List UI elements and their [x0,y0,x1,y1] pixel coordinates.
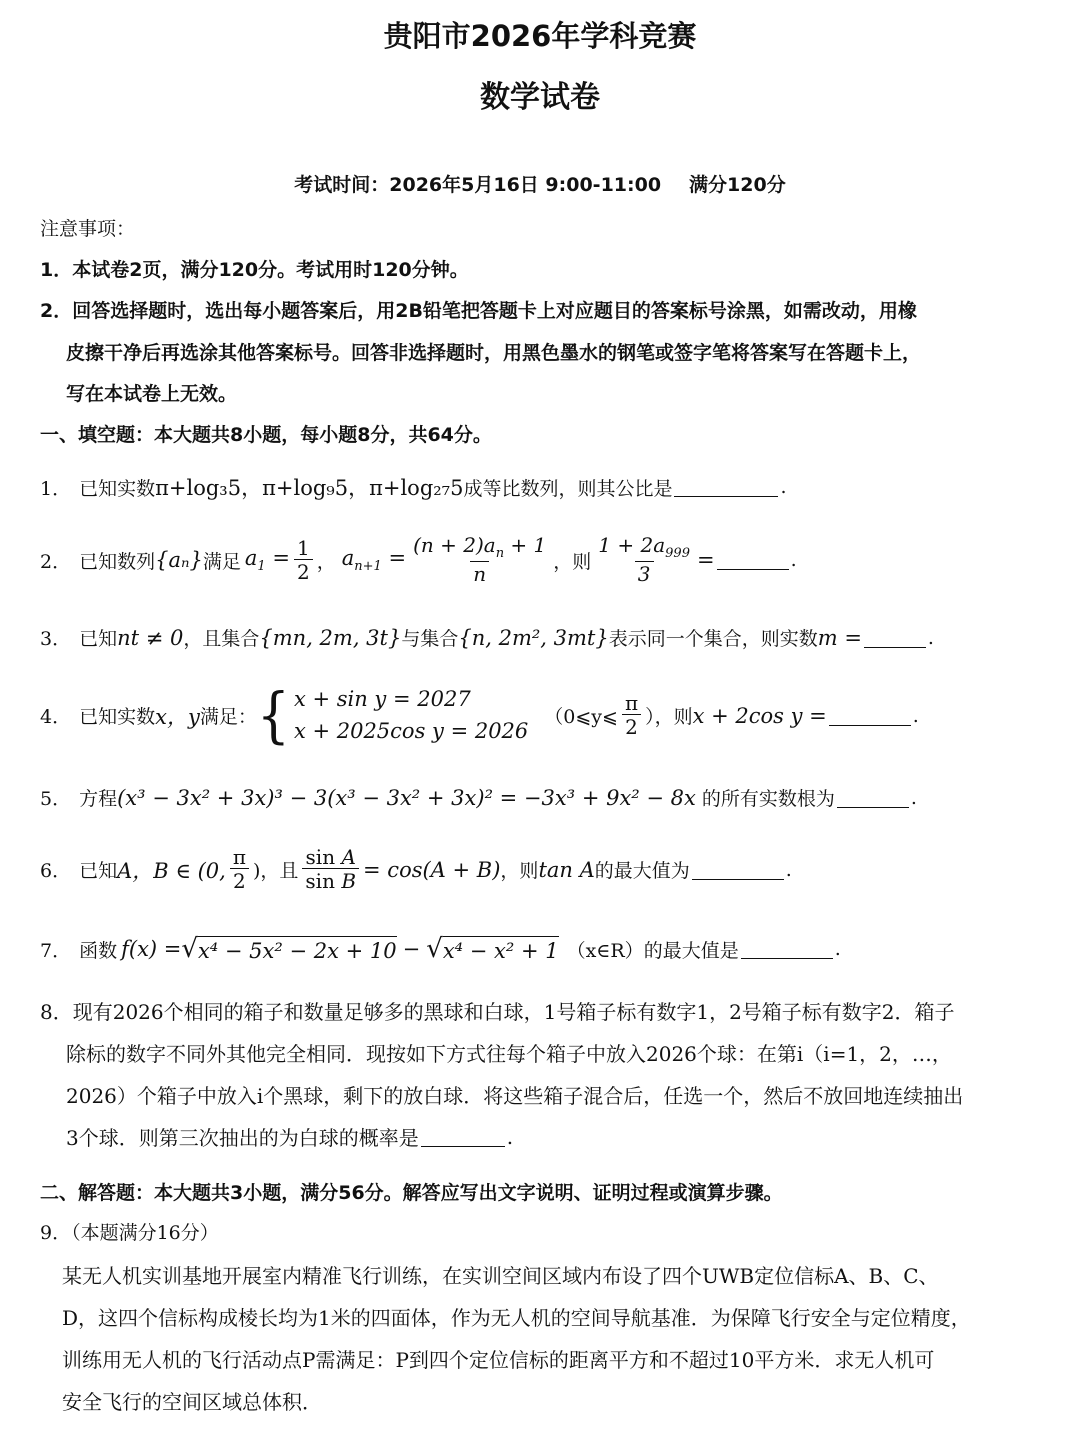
question-end: . [790,549,797,572]
answer-blank [717,550,789,570]
question-text: 已知实数 [79,706,156,728]
math-expression: π+log₃5，π+log₉5，π+log₂₇5 [155,476,464,500]
answer-blank [692,860,784,880]
question-end: . [927,626,934,649]
question-9-line-3: 训练用无人机的飞行活动点P需满足：P到四个定位信标的距离平方和不超过10平方米．求无人机可 [62,1348,935,1372]
minus-sign: − [402,937,421,961]
math-variable-m: m = [817,625,862,650]
question-9-line-4: 安全飞行的空间区域总体积． [62,1390,322,1414]
set-2: {n, 2m², 3mt} [458,625,609,650]
fraction-pi-half: $\frac{\pi}{2}$ [622,692,641,739]
question-7 [40,934,841,964]
equation-2: x + 2025cos y = 2026 [293,718,529,743]
question-text: 与集合 [401,628,459,650]
note-item-2-line-3: 写在本试卷上无效。 [66,383,238,405]
math-a1: $a_1$ = [244,546,290,575]
question-9-line-2: D，这四个信标构成棱长均为1米的四面体，作为无人机的空间导航基准．为保障飞行安全与定位精度， [62,1306,971,1330]
question-end: . [785,858,792,881]
question-text: 已知实数 [79,477,156,500]
fraction-recurrence: $\frac{(n + 2)a_n + 1}{n}$ [413,533,547,587]
question-end: . [834,938,841,960]
section-1-heading: 一、填空题：本大题共8小题，每小题8分，共64分。 [40,424,492,446]
question-number: 3． [40,628,72,650]
question-8-line-3: 2026）个箱子中放入i个黑球，剩下的放白球．将这些箱子混合后，任选一个，然后不放回地连续抽出 [66,1084,964,1108]
question-text: 已知 [79,628,118,650]
question-3 [40,624,934,651]
fraction-target: $\frac{1 + 2a_{999}}{3}$ [598,533,690,587]
question-8-line-2: 除标的数字不同外其他完全相同．现按如下方式往每个箱子中放入2026个球：在第i（i=1，2，…， [66,1042,952,1066]
math-vars: A，B ∈ (0, [117,858,226,883]
question-text: 函数 [79,939,118,962]
answer-blank [674,477,778,497]
question-text: 成等比数列，则其公比是 [463,477,673,500]
question-text: ， [316,550,336,573]
question-8-line-1: 8．现有2026个相同的箱子和数量足够多的黑球和白球，1号箱子标有数字1，2号箱子标有数字2．箱子 [40,1000,955,1024]
exam-time: 考试时间：2026年5月16日 9:00-11:00 [294,174,662,196]
question-text: 方程 [79,788,118,810]
question-text: ，则 [553,550,592,573]
question-8-line-4 [66,1122,513,1151]
question-end: . [506,1124,514,1149]
question-text: ，则 [500,860,539,882]
math-recurrence-lhs: $a_{n+1}$ = [341,546,407,575]
equation-1: x + sin y = 2027 [293,687,471,711]
question-number: 5． [40,788,72,810]
question-9-line-1: 某无人机实训基地开展室内精准飞行训练，在实训空间区域内布设了四个UWB定位信标A、B、C、 [62,1264,939,1288]
section-2-heading: 二、解答题：本大题共3小题，满分56分。解答应写出文字说明、证明过程或演算步骤。 [40,1182,783,1204]
notes-heading: 注意事项： [40,218,136,240]
math-equation: (x³ − 3x² + 3x)³ − 3(x³ − 3x² + 3x)² = −3x³ + 9x² − 8x [117,785,696,810]
question-text: ，且集合 [183,628,260,650]
radical-icon: √ [426,934,443,964]
range-text: （0⩽y⩽ [544,706,618,728]
sqrt-term-1: √ x⁴ − 5x² − 2x + 10 [181,934,397,964]
math-xy: x，y [155,704,200,729]
question-text: 已知数列 [79,550,156,573]
question-number: 6． [40,860,72,882]
question-text: 满足 [202,550,241,573]
sqrt-term-2: √ x⁴ − x² + 1 [426,934,559,964]
question-9-header: 9．（本题满分16分） [40,1222,219,1244]
note-item-1: 1．本试卷2页，满分120分。考试用时120分钟。 [40,259,469,281]
question-text: 的最大值为 [594,860,690,882]
domain-text: （x∈R） [566,939,644,962]
question-text: 表示同一个集合，则实数 [608,628,818,650]
note-item-2-line-1: 2．回答选择题时，选出每小题答案后，用2B铅笔把答题卡上对应题目的答案标号涂黑，如需改动，用橡 [40,300,917,322]
question-1 [40,472,787,502]
answer-blank [421,1126,505,1147]
fraction-pi-half: $\frac{\pi}{2}$ [230,846,249,893]
question-4 [40,681,919,750]
question-text: 已知 [79,860,118,882]
math-target: tan A [538,857,595,882]
answer-blank [864,628,926,648]
equation-system [294,684,528,747]
question-text: 的最大值是 [643,939,739,962]
answer-blank [829,706,911,726]
sequence-symbol: {aₙ} [155,548,203,573]
exam-subtitle: 数学试卷 [480,80,600,115]
math-rhs: = cos(A + B) [363,857,501,882]
question-text: )，且 [253,860,299,882]
question-2 [40,534,797,586]
question-6 [40,846,792,893]
question-5 [40,784,917,811]
question-number: 1． [40,477,72,500]
note-item-2-line-2: 皮擦干净后再选涂其他答案标号。回答非选择题时，用黑色墨水的钢笔或签字笔将答案写在答题卡上， [66,342,922,364]
math-condition: nt ≠ 0 [117,625,184,650]
fraction-sin-ratio: $\frac{\text{sin A}}{\text{sin B}}$ [302,846,359,893]
math-target: x + 2cos y = [692,703,827,728]
full-score: 满分120分 [689,174,786,196]
question-end: . [910,786,917,809]
math-fx: f(x) = [121,937,182,961]
question-end: . [912,704,919,727]
question-number: 4． [40,706,72,728]
answer-blank [741,939,833,959]
equals-sign: = [696,548,715,573]
set-1: {mn, 2m, 3t} [259,625,402,650]
question-number: 2． [40,550,72,573]
question-end: . [780,476,787,498]
question-text: 满足： [199,706,257,728]
exam-info [0,170,1080,197]
question-text: ），则 [645,706,693,728]
answer-blank [837,788,909,808]
question-text: 的所有实数根为 [701,788,835,810]
question-text: 3个球．则第三次抽出的为白球的概率是 [66,1126,419,1150]
exam-title: 贵阳市2026年学科竞赛 [383,19,697,53]
question-number: 7． [40,939,72,962]
brace-icon: { [256,681,290,750]
radical-icon: √ [181,934,198,964]
fraction-one-half: $\frac{1}{2}$ [294,537,313,584]
